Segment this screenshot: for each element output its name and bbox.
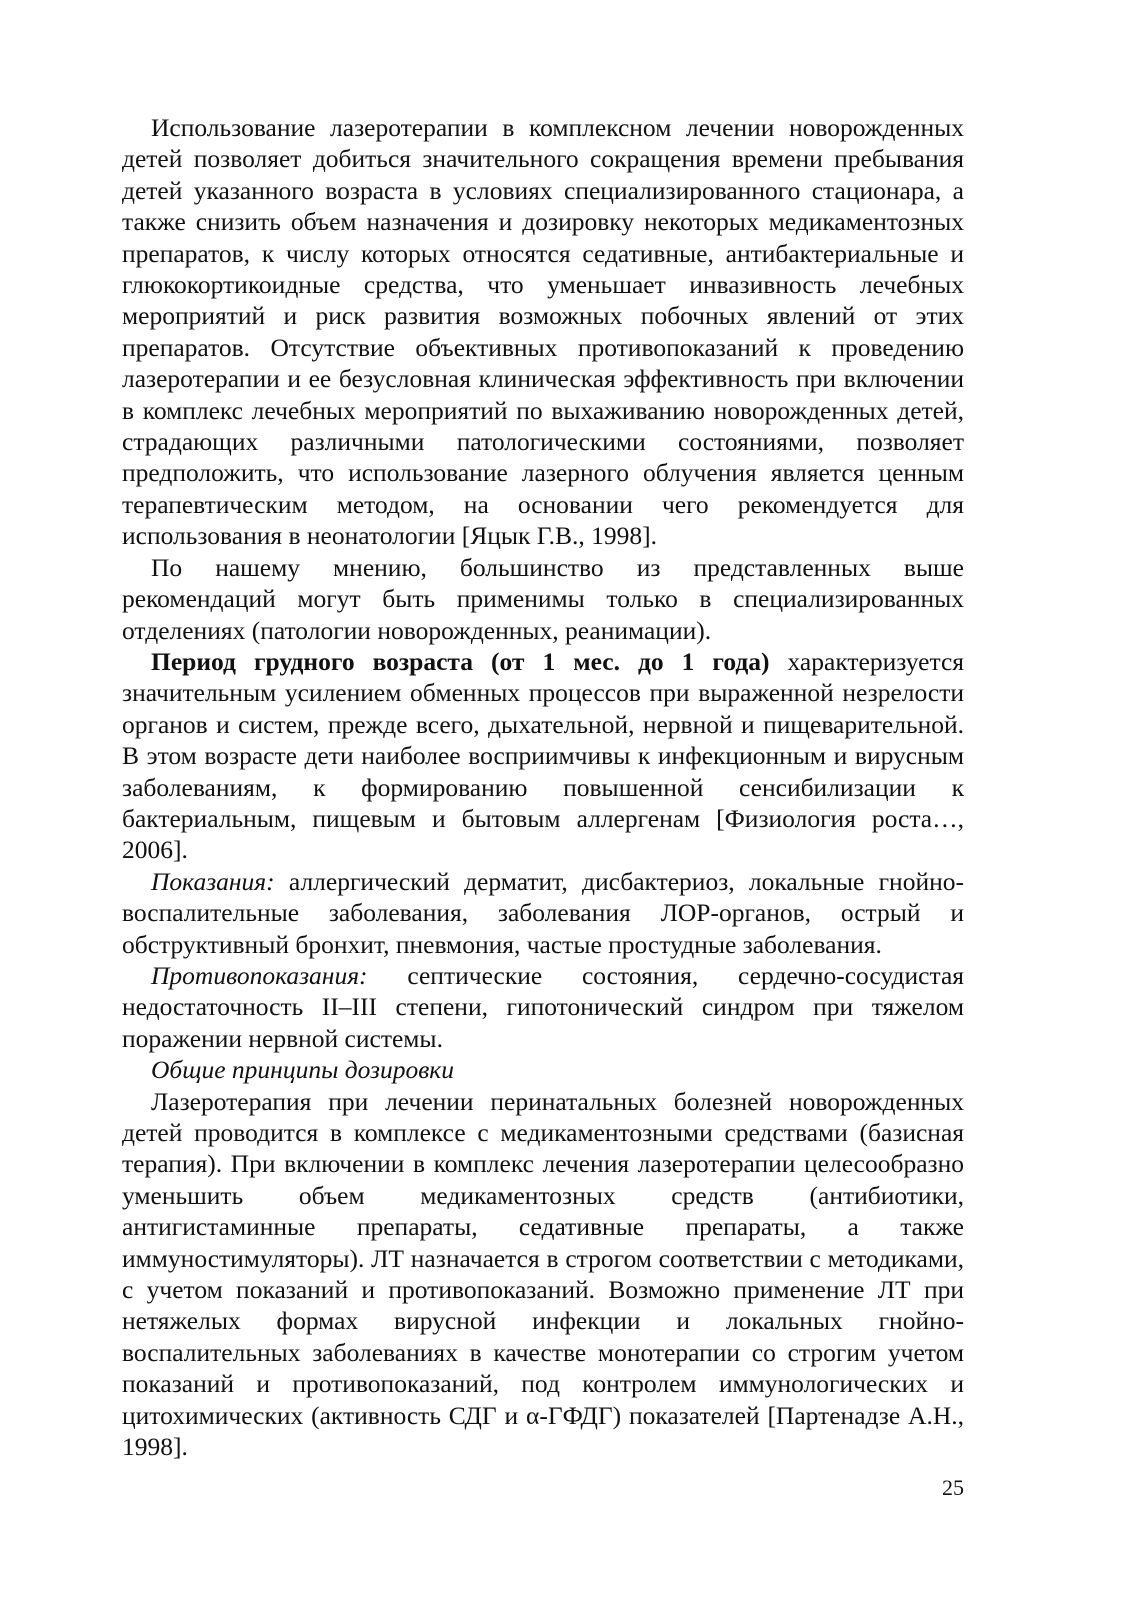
- infancy-period-heading: Период грудного возраста (от 1 мес. до 1 года): [151, 646, 770, 676]
- paragraph-author-opinion: По нашему мнению, большинство из представленных выше рекомендаций могут быть применимы только в специализированных отделениях (патологии новорожденных, реанимации).: [122, 552, 964, 645]
- paragraph-contraindications: [122, 960, 964, 1054]
- contraindications-text: септические состояния, сердечно-сосудистая недостаточность II–III степени, гипотонический синдром при тяжелом поражении нервной системы.: [122, 960, 964, 1053]
- paragraph-dosage-principles: Лазеротерапия при лечении перинатальных болезней новорожденных детей проводится в комплексе с медикаментозными средствами (базисная терапия). При включении в комплекс лечения лазеротерапии целесообразно уменьшить объем медикаментозных средств (антибиотики, антигистаминные препараты, седативные препараты, а также иммуностимуляторы). ЛТ назначается в строгом соответствии с методиками, с учетом показаний и противопоказаний. Возможно применение ЛТ при нетяжелых формах вирусной инфекции и локальных гнойно-воспалительных заболеваниях в качестве монотерапии со строгим учетом показаний и противопоказаний, под контролем иммунологических и цитохимических (активность СДГ и α-ГФДГ) показателей [Партенадзе А.Н., 1998].: [122, 1086, 964, 1462]
- paragraph-laser-therapy-newborns: Использование лазеротерапии в комплексном лечении новорожденных детей позволяет добиться значительного сокращения времени пребывания детей указанного возраста в условиях специализированного стационара, а также снизить объем назначения и дозировку некоторых медикаментозных препаратов, к числу которых относятся седативные, антибактериальные и глюкокортикоидные средства, что уменьшает инвазивность лечебных мероприятий и риск развития возможных побочных явлений от этих препаратов. Отсутствие объективных противопоказаний к проведению лазеротерапии и ее безусловная клиническая эффективность при включении в комплекс лечебных мероприятий по выхаживанию новорожденных детей, страдающих различными патологическими состояниями, позволяет предположить, что использование лазерного облучения является ценным терапевтическим методом, на основании чего рекомендуется для использования в неонатологии [Яцык Г.В., 1998].: [122, 113, 964, 551]
- indications-text: аллергический дерматит, дисбактериоз, локальные гнойно-воспалительные заболевания, заболевания ЛОР-органов, острый и обструктивный бронхит, пневмония, частые простудные заболевания.: [122, 866, 964, 959]
- infancy-period-text: характеризуется значительным усилением обменных процессов при выраженной незрелости органов и систем, прежде всего, дыхательной, нервной и пищеварительной. В этом возрасте дети наиболее восприимчивы к инфекционным и вирусным заболеваниям, к формированию повышенной сенсибилизации к бактериальным, пищевым и бытовым аллергенам [Физиология роста…, 2006].: [122, 646, 965, 865]
- paragraph-indications: [122, 866, 964, 960]
- indications-label: Показания:: [151, 866, 275, 896]
- contraindications-label: Противопоказания:: [151, 960, 368, 990]
- page-number: 25: [942, 1475, 964, 1500]
- body-text: [122, 112, 964, 1462]
- paragraph-infancy-period: [122, 646, 964, 866]
- dosage-principles-heading: Общие принципы дозировки: [151, 1055, 454, 1085]
